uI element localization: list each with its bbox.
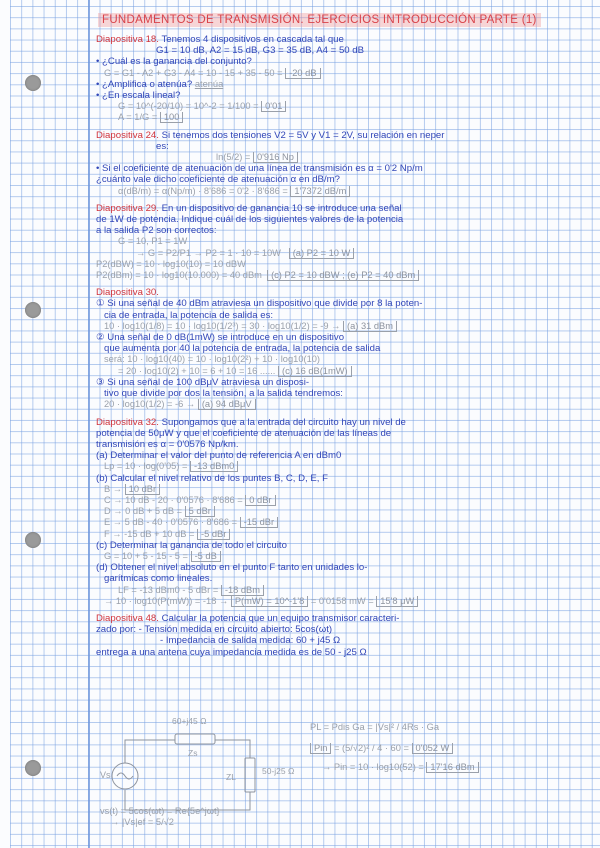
answer-box: (a) 94 dBμV <box>198 399 256 410</box>
notebook-page <box>96 10 592 658</box>
answer-box: Pin <box>310 743 331 754</box>
answer-box: -5 dB <box>191 551 221 562</box>
calculation: → 10 · log10(P(mW)) = -18 → P(mW) = 10^-1'8 = 0'0158 mW = 15'8 μW <box>96 596 592 607</box>
calculation: → Pin = 10 · log10(52) = 17'16 dBm <box>310 762 600 773</box>
calculation: G = G1 - A2 + G3 - A4 = 10 - 15 + 35 - 50 = -20 dB <box>96 68 592 79</box>
calculation: será: 10 · log10(40) = 10 · log10(2²) + 10 · log10(10) <box>104 354 321 365</box>
source-impedance-resistor <box>175 734 215 744</box>
calculation: 10 · log10(1/8) = 10 · log10(1/2³) = 30 · log10(1/2) = -9 → (a) 31 dBm <box>96 321 592 332</box>
slide-heading: Diapositiva 32. <box>96 416 159 428</box>
source-voltage-notes <box>100 806 220 828</box>
margin-line <box>88 0 90 848</box>
calculation: G = 10^(-20/10) = 10^-2 = 1/100 = 0'01 <box>96 101 592 112</box>
calculation: Pin = (5/√2)² / 4 · 60 = 0'052 W <box>310 743 600 754</box>
punch-hole-2 <box>25 302 41 318</box>
calculation: G = 10 + 5 - 15 - 5 = -5 dB <box>96 551 592 562</box>
problem-text: cia de entrada, la potencia de salida es: <box>104 309 274 321</box>
zl-name-label: ZL <box>226 772 236 782</box>
exercise-slide-30 <box>96 287 592 410</box>
calculation: C → 10 dB - 20 · 0'0576 · 8'686 = 0 dBr <box>96 495 592 506</box>
zs-name-label: Zs <box>188 748 198 758</box>
source-label: Vs <box>100 770 111 780</box>
calculation: D → 0 dB + 5 dB = 5 dBr <box>96 506 592 517</box>
slide-heading: Diapositiva 48. <box>96 612 159 624</box>
question: • Si el coeficiente de atenuación de una línea de transmisión es α = 0'2 Np/m <box>96 163 423 175</box>
calculation: G = 10, P1 = 1W <box>118 236 188 247</box>
question: • ¿En escala lineal? <box>96 90 181 102</box>
exercise-slide-29 <box>96 203 592 281</box>
problem-text: Supongamos que a la entrada del circuito hay un nivel de <box>161 416 406 428</box>
calculation: ln(5/2) = 0'916 Np <box>96 152 592 163</box>
exercise-slide-48 <box>96 613 592 658</box>
problem-text: ① Si una señal de 40 dBm atraviesa un dispositivo que divide por 8 la poten- <box>96 298 423 310</box>
load-impedance-resistor <box>245 758 255 792</box>
question: (c) Determinar la ganancia de todo el circuito <box>96 539 287 551</box>
slide-heading: Diapositiva 30. <box>96 287 159 299</box>
question: (a) Determinar el valor del punto de referencia A en dBm0 <box>96 450 342 462</box>
problem-text: Si tenemos dos tensiones V2 = 5V y V1 = 2V, su relación en neper <box>161 129 445 141</box>
problem-text: Calcular la potencia que un equipo transmisor caracteri- <box>161 612 400 624</box>
circuit-diagram <box>100 718 300 818</box>
problem-text: transmisión es α = 0'0576 Np/km. <box>96 438 239 450</box>
calculation: = 20 · log10(2) + 10 = 6 + 10 = 16 ...... (c) 16 dB(1mW) <box>96 366 592 377</box>
answer: atenúa <box>194 78 224 89</box>
calculation: P2(dBW) = 10 · log10(10) = 10 dBW <box>96 258 246 269</box>
problem-text: ② Una señal de 0 dB(1mW) se introduce en un dispositivo <box>96 332 345 344</box>
answer-box: -18 dBm <box>221 585 264 596</box>
answer-box: -13 dBm0 <box>190 461 238 472</box>
answer-box: 10 dBr <box>125 484 160 495</box>
answer-box: 1'7372 dB/m <box>290 186 350 197</box>
calculation: α(dB/m) = α(Np/m) · 8'686 = 0'2 · 8'686 = 1'7372 dB/m <box>96 186 592 197</box>
zs-value-label: 60+j45 Ω <box>172 716 207 726</box>
problem-text: potencia de 50μW y que el coeficiente de atenuación de las líneas de <box>96 427 392 439</box>
calculation: → |Vs|ef = 5/√2 <box>110 817 174 828</box>
calculation: E → 5 dB - 40 · 0'0576 · 8'686 = -15 dBr <box>96 517 592 528</box>
slide-heading: Diapositiva 29. <box>96 202 159 214</box>
answer-box: (a) 31 dBm <box>343 321 397 332</box>
problem-text: que aumenta por 40 la potencia de entrada, la potencia de salida <box>104 343 381 355</box>
calculation: 20 · log10(1/2) = -6 → (a) 94 dBμV <box>96 399 592 410</box>
problem-text: En un dispositivo de ganancia 10 se introduce una señal <box>161 202 402 214</box>
problem-text: tivo que divide por dos la tensión, a la salida tendremos: <box>104 388 343 400</box>
answer-box: (c) P2 = 10 dBW ; (e) P2 = 40 dBm <box>267 270 419 281</box>
exercise-slide-24 <box>96 130 592 197</box>
answer-box: 0'916 Np <box>253 152 298 163</box>
answer-box: 100 <box>160 112 184 123</box>
page-left-edge <box>0 0 10 848</box>
calculation: A = 1/G = 100 <box>96 112 592 123</box>
punch-hole-4 <box>25 760 41 776</box>
problem-text: G1 = 10 dB, A2 = 15 dB, G3 = 35 dB, A4 = 50 dB <box>156 45 365 57</box>
problem-text: es: <box>156 140 169 152</box>
question: (d) Obtener el nivel absoluto en el punto F tanto en unidades lo- <box>96 562 368 574</box>
answer-box: 5 dBr <box>185 506 215 517</box>
answer-box: 0'01 <box>261 101 286 112</box>
exercise-slide-32 <box>96 417 592 607</box>
calculation: PL = Pdis Ga = |Vs|² / 4Rs · Ga <box>310 722 440 732</box>
question: • ¿Amplifica o atenúa? atenúa <box>96 78 224 90</box>
slide-heading: Diapositiva 24. <box>96 129 159 141</box>
page-title: FUNDAMENTOS DE TRANSMISIÓN. EJERCICIOS INTRODUCCIÓN PARTE (1) <box>98 13 541 27</box>
problem-text: entrega a una antena cuya impedancia medida es de 50 - j25 Ω <box>96 646 367 658</box>
problem-text: zado por: - Tensión medida en circuito abierto: 5cos(ωt) <box>96 624 333 636</box>
answer-box: 0 dBr <box>245 495 275 506</box>
punch-hole-1 <box>25 75 41 91</box>
answer-box: -15 dBr <box>240 517 279 528</box>
question: • ¿Cuál es la ganancia del conjunto? <box>96 56 252 68</box>
answer-box: P(mW) = 10^-1'8 <box>231 596 308 607</box>
calculation: F → -15 dB + 10 dB = -5 dBr <box>96 529 592 540</box>
answer-box: 17'16 dBm <box>426 762 478 773</box>
answer-box: (a) P2 = 10 W <box>289 248 355 259</box>
question: (b) Calcular el nivel relativo de los puntes B, C, D, E, F <box>96 472 328 484</box>
slide-heading: Diapositiva 18. <box>96 34 159 45</box>
calculation: → G = P2/P1 → P2 = 1 · 10 = 10W (a) P2 = 10 W <box>96 248 592 259</box>
calculation: vs(t) = 5cos(ωt) = Re{5e^jωt} <box>100 806 220 816</box>
zl-value-label: 50-j25 Ω <box>262 766 295 776</box>
answer-box: (c) 16 dB(1mW) <box>278 366 352 377</box>
problem-text: a la salida P2 son correctos: <box>96 225 217 237</box>
question: ¿cuánto vale dicho coeficiente de atenuación α en dB/m? <box>96 174 340 186</box>
calculation: P2(dBm) = 10 · log10(10.000) = 40 dBm (c) P2 = 10 dBW ; (e) P2 = 40 dBm <box>96 270 592 281</box>
question: garítmicas como lineales. <box>104 573 213 585</box>
calculation: Lp = 10 · log(0'05) = -13 dBm0 <box>96 461 592 472</box>
answer-box: -20 dB <box>285 68 320 79</box>
problem-text: - Impedancia de salida medida: 60 + j45 Ω <box>160 635 341 647</box>
answer-box: 15'8 μW <box>376 596 418 607</box>
problem-text: de 1W de potencia. Indique cuál de los siguientes valores de la potencia <box>96 214 404 226</box>
power-calculation <box>310 722 600 774</box>
answer-box: -5 dBr <box>197 529 230 540</box>
calculation: LF = -13 dBm0 - 5 dBr = -18 dBm <box>96 585 592 596</box>
punch-hole-3 <box>25 532 41 548</box>
answer-box: 0'052 W <box>412 743 454 754</box>
problem-text: ③ Si una señal de 100 dBμV atraviesa un disposi- <box>96 376 310 388</box>
exercise-slide-18 <box>96 34 592 124</box>
calculation: B → 10 dBr <box>96 484 592 495</box>
problem-text: Tenemos 4 dispositivos en cascada tal que <box>161 34 344 45</box>
